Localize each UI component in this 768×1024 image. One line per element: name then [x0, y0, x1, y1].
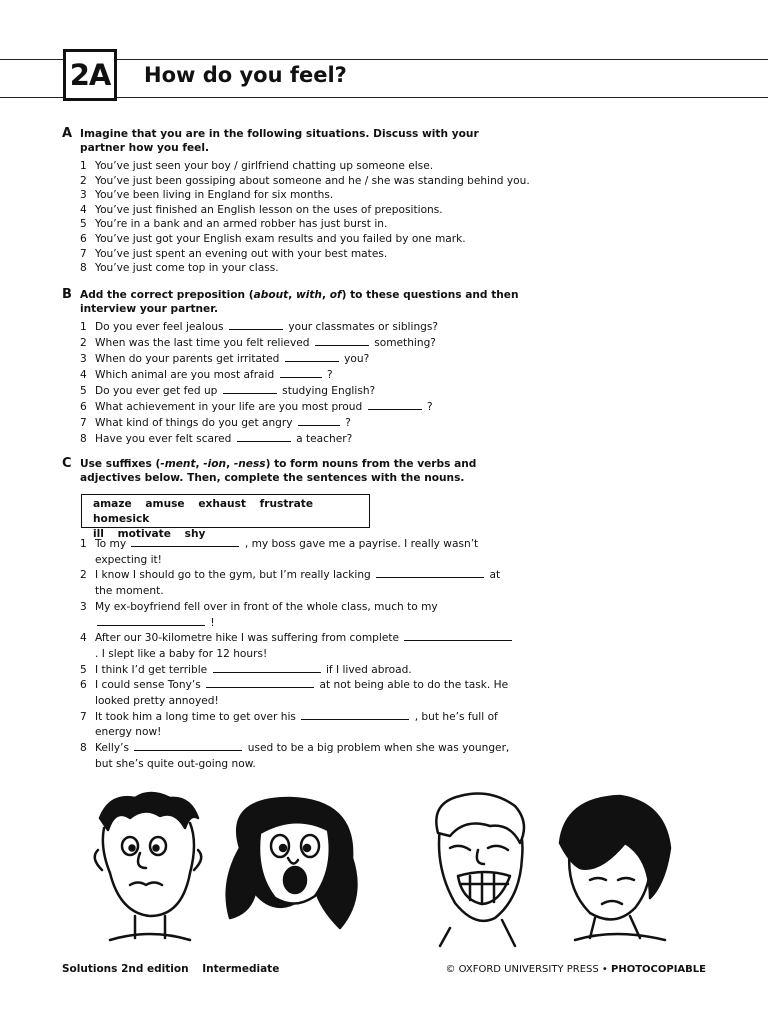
list-item — [80, 159, 530, 174]
item-number: 8 — [80, 262, 87, 275]
item-number: 6 — [80, 679, 87, 692]
faces-illustration — [90, 788, 710, 948]
publisher: © OXFORD UNIVERSITY PRESS — [445, 964, 599, 975]
item-number: 7 — [80, 247, 87, 260]
answer-blank[interactable] — [404, 631, 512, 641]
item-text: You’ve been living in England for six months. — [95, 189, 334, 202]
item-number: 3 — [80, 600, 87, 613]
item-text-after: used to be a big problem when she was younger, but she’s quite out-going now. — [95, 742, 510, 770]
list-item — [80, 203, 530, 218]
footer-right — [445, 964, 706, 975]
item-number: 1 — [80, 538, 87, 550]
item-number: 5 — [80, 663, 87, 676]
laughing-man-face — [436, 794, 524, 946]
item-number: 2 — [80, 174, 87, 187]
item-text-before: What kind of things do you get angry — [95, 417, 293, 429]
item-number: 2 — [80, 569, 87, 582]
list-item — [80, 631, 520, 662]
sad-girl-face — [560, 796, 670, 940]
list-item — [80, 188, 530, 203]
item-text-before: What achievement in your life are you most proud — [95, 401, 363, 413]
answer-blank[interactable] — [298, 416, 340, 426]
instruction-text: ) to form nouns from the verbs and adjectives below. Then, complete the sentences with the nouns. — [80, 458, 477, 484]
answer-blank[interactable] — [223, 384, 277, 394]
item-text: You’ve just seen your boy / girlfriend chatting up someone else. — [95, 160, 434, 172]
section-a-list — [80, 159, 530, 276]
list-item — [80, 537, 520, 568]
footer-left — [62, 963, 289, 975]
item-text-after: , but he’s full of energy now! — [95, 710, 498, 739]
suffix: -ion — [203, 458, 227, 470]
instruction-text: Use suffixes ( — [80, 458, 161, 470]
answer-blank[interactable] — [315, 336, 369, 346]
item-text-after: something? — [374, 337, 436, 349]
section-a-letter: A — [62, 126, 73, 141]
separator: • — [601, 964, 608, 975]
item-number: 4 — [80, 203, 87, 216]
preposition-word: about — [253, 289, 289, 301]
list-item — [80, 367, 530, 383]
item-text-after: at the moment. — [95, 569, 501, 598]
item-text-after: at not being able to do the task. He looked pretty annoyed! — [95, 679, 509, 708]
section-b-list — [80, 319, 530, 447]
list-item — [80, 383, 530, 399]
item-number: 6 — [80, 401, 87, 413]
item-text: You’ve just got your English exam results and you failed by one mark. — [95, 232, 466, 245]
section-a-instruction: Imagine that you are in the following situations. Discuss with your partner how you feel. — [80, 128, 479, 154]
item-text-before: Do you ever feel jealous — [95, 321, 224, 333]
item-text-after: ? — [345, 417, 351, 429]
item-text-after: you? — [344, 353, 370, 365]
item-number: 4 — [80, 632, 87, 645]
item-text: You’re in a bank and an armed robber has just burst in. — [95, 218, 388, 231]
shocked-woman-face — [227, 798, 357, 928]
word: amaze — [93, 498, 132, 510]
answer-blank[interactable] — [237, 432, 291, 442]
answer-blank[interactable] — [368, 400, 422, 410]
preposition-word: with — [295, 289, 322, 301]
item-text: You’ve just been gossiping about someone and he / she was standing behind you. — [95, 174, 530, 187]
item-number: 5 — [80, 218, 87, 231]
item-text-after: ? — [326, 369, 333, 381]
item-text: You’ve just come top in your class. — [95, 262, 279, 275]
item-number: 1 — [80, 321, 87, 333]
item-text-after: your classmates or siblings? — [288, 321, 439, 333]
answer-blank[interactable] — [229, 320, 283, 330]
word: homesick — [93, 513, 150, 525]
word: frustrate — [259, 498, 314, 510]
word: exhaust — [198, 498, 246, 510]
list-item — [80, 217, 530, 232]
list-item — [80, 335, 530, 351]
item-number: 3 — [80, 189, 87, 202]
item-text-before: I think I’d get terrible — [95, 663, 208, 676]
answer-blank[interactable] — [376, 568, 484, 578]
answer-blank[interactable] — [97, 616, 205, 626]
section-b-instruction: Add the correct preposition (about, with, of) to these questions and then interview your partner. — [80, 289, 519, 315]
answer-blank[interactable] — [206, 678, 314, 688]
section-c-list — [80, 537, 520, 773]
item-text-before: After our 30-kilometre hike I was suffering from complete — [95, 632, 400, 645]
item-text-after: if I lived abroad. — [325, 663, 412, 676]
item-text-after: ? — [426, 401, 433, 413]
suffix: -ness — [233, 458, 266, 470]
list-item — [80, 568, 520, 599]
item-number: 3 — [80, 353, 87, 365]
item-number: 7 — [80, 710, 87, 723]
suffix: -ment — [160, 458, 196, 470]
section-c-instruction: Use suffixes (-ment, -ion, -ness) to form nouns from the verbs and adjectives below. Then, complete the sentences with the nouns. — [80, 458, 477, 484]
book-level: Intermediate — [202, 963, 280, 975]
word-box — [81, 494, 370, 540]
item-text: You’ve just spent an evening out with your best mates. — [95, 247, 388, 260]
list-item — [80, 678, 520, 709]
item-text-before: To my — [95, 538, 127, 550]
list-item — [80, 415, 530, 431]
list-item — [80, 261, 530, 276]
item-number: 4 — [80, 369, 87, 381]
list-item — [80, 351, 530, 367]
item-number: 5 — [80, 385, 87, 397]
list-item — [80, 399, 530, 415]
list-item — [80, 174, 530, 189]
item-number: 8 — [80, 433, 87, 445]
answer-blank[interactable] — [280, 368, 322, 378]
word: motivate — [117, 528, 171, 540]
item-text-before: I could sense Tony’s — [95, 679, 201, 692]
item-text-before: My ex-boyfriend fell over in front of the whole class, much to my — [95, 600, 438, 613]
item-text-before: When was the last time you felt relieved — [95, 337, 310, 349]
list-item — [80, 663, 520, 679]
item-text: You’ve just finished an English lesson on the uses of prepositions. — [95, 203, 443, 216]
worried-boy-face — [95, 793, 201, 940]
answer-blank[interactable] — [285, 352, 339, 362]
photocopiable-tag: PHOTOCOPIABLE — [611, 964, 706, 975]
instruction-text: ) to these questions and then interview your partner. — [80, 289, 519, 315]
word: amuse — [145, 498, 185, 510]
list-item — [80, 232, 530, 247]
section-b-letter: B — [62, 287, 72, 302]
item-text-before: Kelly’s — [95, 742, 129, 755]
item-text-before: When do your parents get irritated — [95, 353, 280, 365]
answer-blank[interactable] — [213, 663, 321, 673]
item-text-after: a teacher? — [296, 433, 353, 445]
page-title: How do you feel? — [144, 63, 347, 87]
answer-blank[interactable] — [131, 537, 239, 547]
word-box-row — [93, 497, 358, 527]
instruction-text: Add the correct preposition ( — [80, 289, 254, 301]
item-text-before: It took him a long time to get over his — [95, 710, 296, 723]
item-number: 6 — [80, 232, 87, 245]
item-text-before: I know I should go to the gym, but I’m really lacking — [95, 569, 371, 582]
item-text-after: studying English? — [282, 385, 376, 397]
word: shy — [184, 528, 206, 540]
item-number: 7 — [80, 417, 87, 429]
word: ill — [93, 528, 104, 540]
item-text-before: Have you ever felt scared — [95, 433, 232, 445]
list-item — [80, 431, 530, 447]
book-title: Solutions 2nd edition — [62, 963, 189, 975]
preposition-word: of — [329, 289, 342, 301]
answer-blank[interactable] — [134, 741, 242, 751]
item-text-after: ! — [210, 616, 215, 629]
item-number: 1 — [80, 160, 87, 172]
item-number: 2 — [80, 337, 87, 349]
list-item — [80, 741, 520, 772]
list-item — [80, 319, 530, 335]
answer-blank[interactable] — [301, 710, 409, 720]
item-text-before: Do you ever get fed up — [95, 385, 218, 397]
unit-number-box: 2A — [63, 49, 117, 101]
section-c-letter: C — [62, 456, 72, 471]
item-number: 8 — [80, 742, 87, 755]
list-item — [80, 710, 520, 741]
item-text-before: Which animal are you most afraid — [95, 369, 275, 381]
list-item — [80, 247, 530, 262]
item-text-after: , my boss gave me a payrise. I really wasn’t expecting it! — [95, 538, 479, 566]
list-item — [80, 600, 520, 631]
item-text-after: . I slept like a baby for 12 hours! — [95, 647, 268, 660]
